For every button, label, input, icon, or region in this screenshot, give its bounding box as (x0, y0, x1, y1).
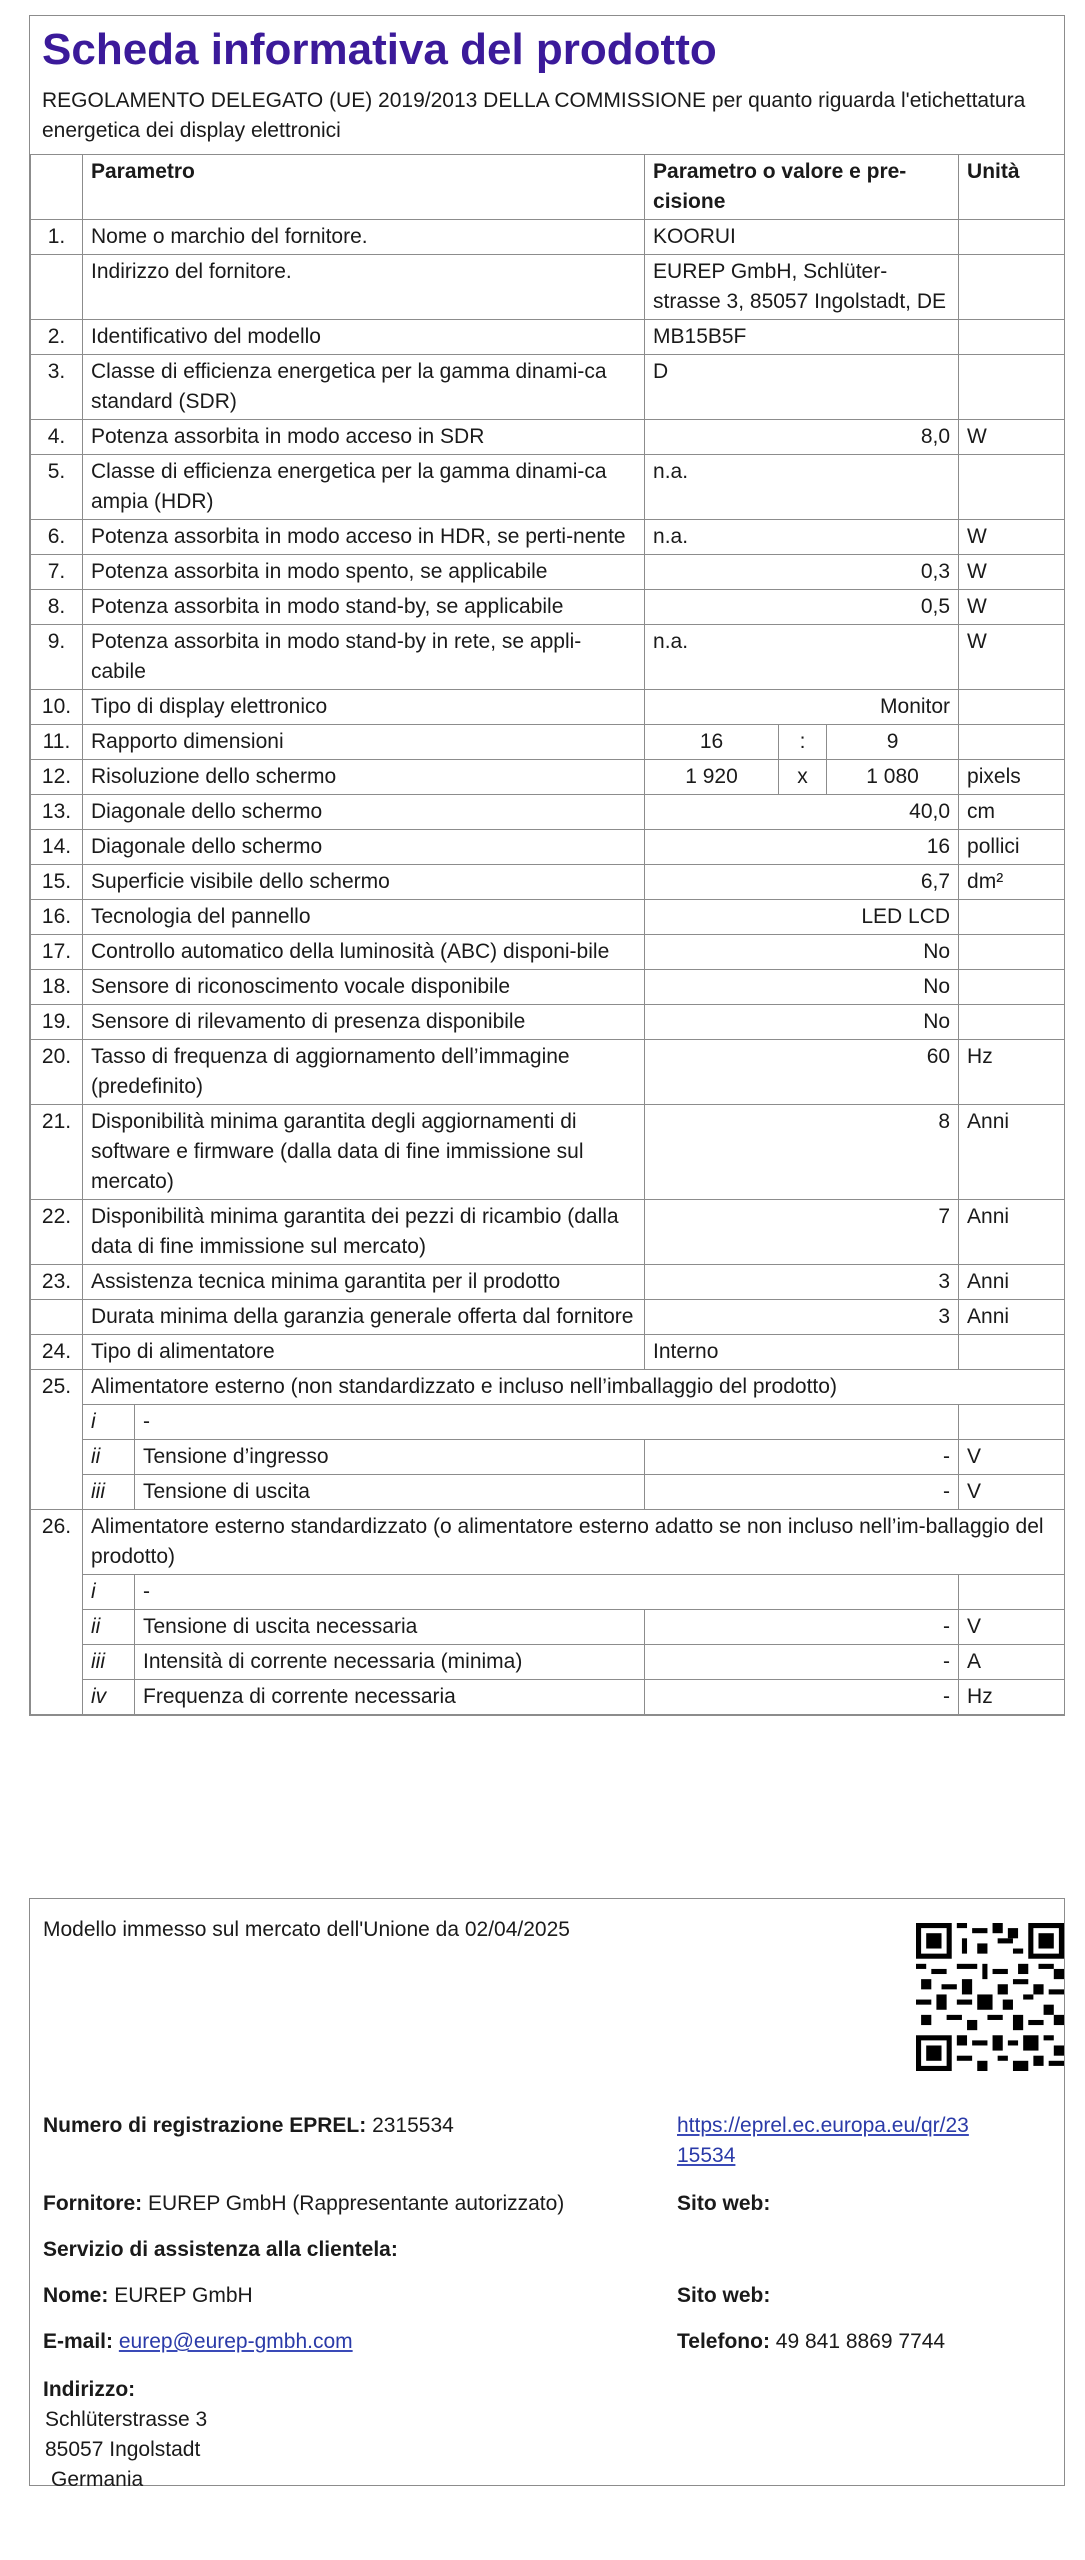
row-value: 6,7 (645, 865, 959, 900)
row-num: 7. (31, 555, 83, 590)
item-value: - (645, 1475, 959, 1510)
standard-psu-item-row (31, 1645, 1065, 1680)
row-value: n.a. (645, 520, 959, 555)
eprel-link-line1: https://eprel.ec.europa.eu/qr/23 (677, 2114, 969, 2137)
item-index: ii (83, 1440, 135, 1475)
row-num: 24. (31, 1335, 83, 1370)
row-param: Diagonale dello schermo (83, 830, 645, 865)
row-param: Durata minima della garanzia generale offerta dal fornitore (83, 1300, 645, 1335)
row-unit (959, 455, 1065, 520)
item-label: - (135, 1575, 959, 1610)
qr-code-icon (916, 1923, 1064, 2071)
row-param: Controllo automatico della luminosità (ABC) disponi-bile (83, 935, 645, 970)
phone-line (677, 2327, 945, 2357)
external-psu-item-row (31, 1440, 1065, 1475)
customer-service-label: Servizio di assistenza alla clientela: (43, 2238, 398, 2261)
row-param: Sensore di riconoscimento vocale disponibile (83, 970, 645, 1005)
header-unit: Unità (959, 155, 1065, 220)
table-row (31, 590, 1065, 625)
row-value: No (645, 970, 959, 1005)
address-line2: 85057 Ingolstadt (45, 2438, 201, 2461)
item-unit: V (959, 1610, 1065, 1645)
external-psu-title: Alimentatore esterno (non standardizzato e incluso nell’imballaggio del prodotto) (83, 1370, 1065, 1405)
row-param: Assistenza tecnica minima garantita per il prodotto (83, 1265, 645, 1300)
row-unit: Anni (959, 1265, 1065, 1300)
address-block (43, 2375, 207, 2495)
table-row (31, 255, 1065, 320)
row-value-a: 16 (645, 725, 779, 760)
address-line3: Germania (51, 2468, 144, 2491)
item-unit (959, 1575, 1065, 1610)
row-unit: pollici (959, 830, 1065, 865)
row-unit (959, 935, 1065, 970)
row-value: 7 (645, 1200, 959, 1265)
row-value: 40,0 (645, 795, 959, 830)
resolution-row (31, 760, 1065, 795)
supplier-info-box (29, 1898, 1065, 2491)
phone-value: 49 841 8869 7744 (775, 2330, 946, 2353)
table-row (31, 625, 1065, 690)
row-num: 23. (31, 1265, 83, 1300)
table-row (31, 1105, 1065, 1200)
row-unit: W (959, 555, 1065, 590)
header-value: Parametro o valore e pre-cisione (645, 155, 959, 220)
item-index: iii (83, 1475, 135, 1510)
table-row (31, 865, 1065, 900)
row-unit: Anni (959, 1105, 1065, 1200)
supplier-line (43, 2189, 564, 2219)
table-row (31, 555, 1065, 590)
power-supply-type-row (31, 1335, 1065, 1370)
table-row (31, 970, 1065, 1005)
table-row (31, 1040, 1065, 1105)
row-param: Potenza assorbita in modo stand-by, se applicabile (83, 590, 645, 625)
table-row (31, 1005, 1065, 1040)
website2-label: Sito web: (677, 2284, 771, 2307)
email-line (43, 2327, 353, 2357)
row-param: Classe di efficienza energetica per la gamma dinami-ca ampia (HDR) (83, 455, 645, 520)
table-row (31, 455, 1065, 520)
row-num: 2. (31, 320, 83, 355)
row-param: Risoluzione dello schermo (83, 760, 645, 795)
row-num: 25. (31, 1370, 83, 1510)
item-value: - (645, 1440, 959, 1475)
row-param: Tipo di display elettronico (83, 690, 645, 725)
row-value: 16 (645, 830, 959, 865)
item-unit (959, 1405, 1065, 1440)
row-num: 9. (31, 625, 83, 690)
item-label: Tensione di uscita necessaria (135, 1610, 645, 1645)
row-num (31, 255, 83, 320)
row-unit (959, 900, 1065, 935)
row-param: Disponibilità minima garantita dei pezzi di ricambio (dalla data di fine immissione sul mercato) (83, 1200, 645, 1265)
table-row (31, 355, 1065, 420)
standard-psu-title: Alimentatore esterno standardizzato (o alimentatore esterno adatto se non incluso nell’im-ballaggio del prodotto) (83, 1510, 1065, 1575)
row-value-sep: x (779, 760, 827, 795)
row-param: Diagonale dello schermo (83, 795, 645, 830)
row-value: 8 (645, 1105, 959, 1200)
row-num: 10. (31, 690, 83, 725)
address-label: Indirizzo: (43, 2378, 136, 2401)
row-num: 1. (31, 220, 83, 255)
row-value: 3 (645, 1265, 959, 1300)
row-num: 15. (31, 865, 83, 900)
row-num: 6. (31, 520, 83, 555)
name-line (43, 2281, 253, 2311)
row-unit (959, 255, 1065, 320)
row-param: Tipo di alimentatore (83, 1335, 645, 1370)
row-value: Monitor (645, 690, 959, 725)
row-param: Sensore di rilevamento di presenza disponibile (83, 1005, 645, 1040)
name-label: Nome: (43, 2284, 109, 2307)
table-row (31, 935, 1065, 970)
item-index: iv (83, 1680, 135, 1715)
row-unit: W (959, 625, 1065, 690)
row-param: Identificativo del modello (83, 320, 645, 355)
row-unit: pixels (959, 760, 1065, 795)
row-param: Nome o marchio del fornitore. (83, 220, 645, 255)
row-unit (959, 1005, 1065, 1040)
row-unit: W (959, 520, 1065, 555)
table-row (31, 520, 1065, 555)
row-unit: Anni (959, 1200, 1065, 1265)
eprel-link-block (677, 2111, 1037, 2171)
row-value-a: 1 920 (645, 760, 779, 795)
row-num: 16. (31, 900, 83, 935)
external-psu-title-row (31, 1370, 1065, 1405)
row-unit (959, 725, 1065, 760)
item-value: - (645, 1645, 959, 1680)
page-title: Scheda informativa del prodotto (42, 25, 717, 74)
row-value: LED LCD (645, 900, 959, 935)
market-date: Modello immesso sul mercato dell'Unione da 02/04/2025 (43, 1918, 570, 1941)
row-num: 22. (31, 1200, 83, 1265)
table-row (31, 1300, 1065, 1335)
standard-psu-item-row (31, 1575, 1065, 1610)
spec-table (30, 154, 1065, 1715)
row-unit: Hz (959, 1040, 1065, 1105)
standard-psu-item-row (31, 1610, 1065, 1645)
row-value: 3 (645, 1300, 959, 1335)
row-unit: cm (959, 795, 1065, 830)
external-psu-item-row (31, 1475, 1065, 1510)
row-value: 0,3 (645, 555, 959, 590)
eprel-link[interactable] (677, 2114, 969, 2167)
website-label: Sito web: (677, 2192, 771, 2215)
table-header-row (31, 155, 1065, 220)
row-value: 8,0 (645, 420, 959, 455)
item-index: ii (83, 1610, 135, 1645)
eprel-link-line2: 15534 (677, 2144, 736, 2167)
table-row (31, 900, 1065, 935)
eprel-label: Numero di registrazione EPREL: (43, 2114, 367, 2137)
eprel-registration (43, 2111, 454, 2141)
item-index: i (83, 1575, 135, 1610)
row-num: 4. (31, 420, 83, 455)
row-num: 17. (31, 935, 83, 970)
row-num: 12. (31, 760, 83, 795)
row-param: Potenza assorbita in modo spento, se applicabile (83, 555, 645, 590)
row-param: Indirizzo del fornitore. (83, 255, 645, 320)
table-row (31, 1265, 1065, 1300)
row-num: 14. (31, 830, 83, 865)
address-line1: Schlüterstrasse 3 (45, 2408, 208, 2431)
item-label: Tensione d’ingresso (135, 1440, 645, 1475)
row-num: 19. (31, 1005, 83, 1040)
row-unit: W (959, 590, 1065, 625)
table-row (31, 220, 1065, 255)
row-value: D (645, 355, 959, 420)
row-param: Rapporto dimensioni (83, 725, 645, 760)
row-value-b: 1 080 (827, 760, 959, 795)
row-unit (959, 220, 1065, 255)
row-value: No (645, 1005, 959, 1040)
row-unit (959, 355, 1065, 420)
row-num: 20. (31, 1040, 83, 1105)
row-unit (959, 690, 1065, 725)
row-unit (959, 320, 1065, 355)
external-psu-item-row (31, 1405, 1065, 1440)
row-value: MB15B5F (645, 320, 959, 355)
row-num: 21. (31, 1105, 83, 1200)
row-value: n.a. (645, 455, 959, 520)
table-row (31, 795, 1065, 830)
aspect-ratio-row (31, 725, 1065, 760)
row-param: Tasso di frequenza di aggiornamento dell’immagine (predefinito) (83, 1040, 645, 1105)
standard-psu-item-row (31, 1680, 1065, 1715)
table-row (31, 830, 1065, 865)
table-row (31, 420, 1065, 455)
row-param: Disponibilità minima garantita degli aggiornamenti di software e firmware (dalla data di fine immissione sul mercato) (83, 1105, 645, 1200)
row-unit (959, 1335, 1065, 1370)
row-param: Superficie visibile dello schermo (83, 865, 645, 900)
email-label: E-mail: (43, 2330, 114, 2353)
name-value: EUREP GmbH (114, 2284, 253, 2307)
supplier-value: EUREP GmbH (Rappresentante autorizzato) (148, 2192, 565, 2215)
row-value: 60 (645, 1040, 959, 1105)
phone-label: Telefono: (677, 2330, 770, 2353)
item-label: - (135, 1405, 959, 1440)
row-unit: dm² (959, 865, 1065, 900)
table-row (31, 320, 1065, 355)
header-num (31, 155, 83, 220)
item-index: iii (83, 1645, 135, 1680)
item-index: i (83, 1405, 135, 1440)
row-value: 0,5 (645, 590, 959, 625)
row-num (31, 1300, 83, 1335)
item-value: - (645, 1680, 959, 1715)
row-num: 13. (31, 795, 83, 830)
row-num: 18. (31, 970, 83, 1005)
item-label: Frequenza di corrente necessaria (135, 1680, 645, 1715)
row-num: 11. (31, 725, 83, 760)
item-unit: V (959, 1440, 1065, 1475)
table-row (31, 1200, 1065, 1265)
row-param: Potenza assorbita in modo acceso in HDR, se perti-nente (83, 520, 645, 555)
row-param: Potenza assorbita in modo stand-by in rete, se appli-cabile (83, 625, 645, 690)
row-param: Potenza assorbita in modo acceso in SDR (83, 420, 645, 455)
row-unit (959, 970, 1065, 1005)
item-unit: A (959, 1645, 1065, 1680)
row-num: 26. (31, 1510, 83, 1715)
standard-psu-title-row (31, 1510, 1065, 1575)
row-num: 5. (31, 455, 83, 520)
row-unit: Anni (959, 1300, 1065, 1335)
row-num: 8. (31, 590, 83, 625)
row-param: Tecnologia del pannello (83, 900, 645, 935)
row-value: KOORUI (645, 220, 959, 255)
item-value: - (645, 1610, 959, 1645)
product-info-sheet (29, 15, 1065, 1716)
item-unit: Hz (959, 1680, 1065, 1715)
row-unit: W (959, 420, 1065, 455)
table-row (31, 690, 1065, 725)
row-value: Interno (645, 1335, 959, 1370)
row-num: 3. (31, 355, 83, 420)
row-value: EUREP GmbH, Schlüter-strasse 3, 85057 Ingolstadt, DE (645, 255, 959, 320)
email-link[interactable]: eurep@eurep-gmbh.com (118, 2330, 353, 2353)
header-param: Parametro (83, 155, 645, 220)
row-value-b: 9 (827, 725, 959, 760)
item-unit: V (959, 1475, 1065, 1510)
row-value: No (645, 935, 959, 970)
row-value-sep: : (779, 725, 827, 760)
row-param: Classe di efficienza energetica per la gamma dinami-ca standard (SDR) (83, 355, 645, 420)
eprel-value: 2315534 (372, 2114, 454, 2137)
supplier-label: Fornitore: (43, 2192, 143, 2215)
item-label: Intensità di corrente necessaria (minima) (135, 1645, 645, 1680)
regulation-subtitle: REGOLAMENTO DELEGATO (UE) 2019/2013 DELLA COMMISSIONE per quanto riguarda l'etichettatura energetica dei display elettronici (42, 89, 1026, 142)
row-value: n.a. (645, 625, 959, 690)
item-label: Tensione di uscita (135, 1475, 645, 1510)
